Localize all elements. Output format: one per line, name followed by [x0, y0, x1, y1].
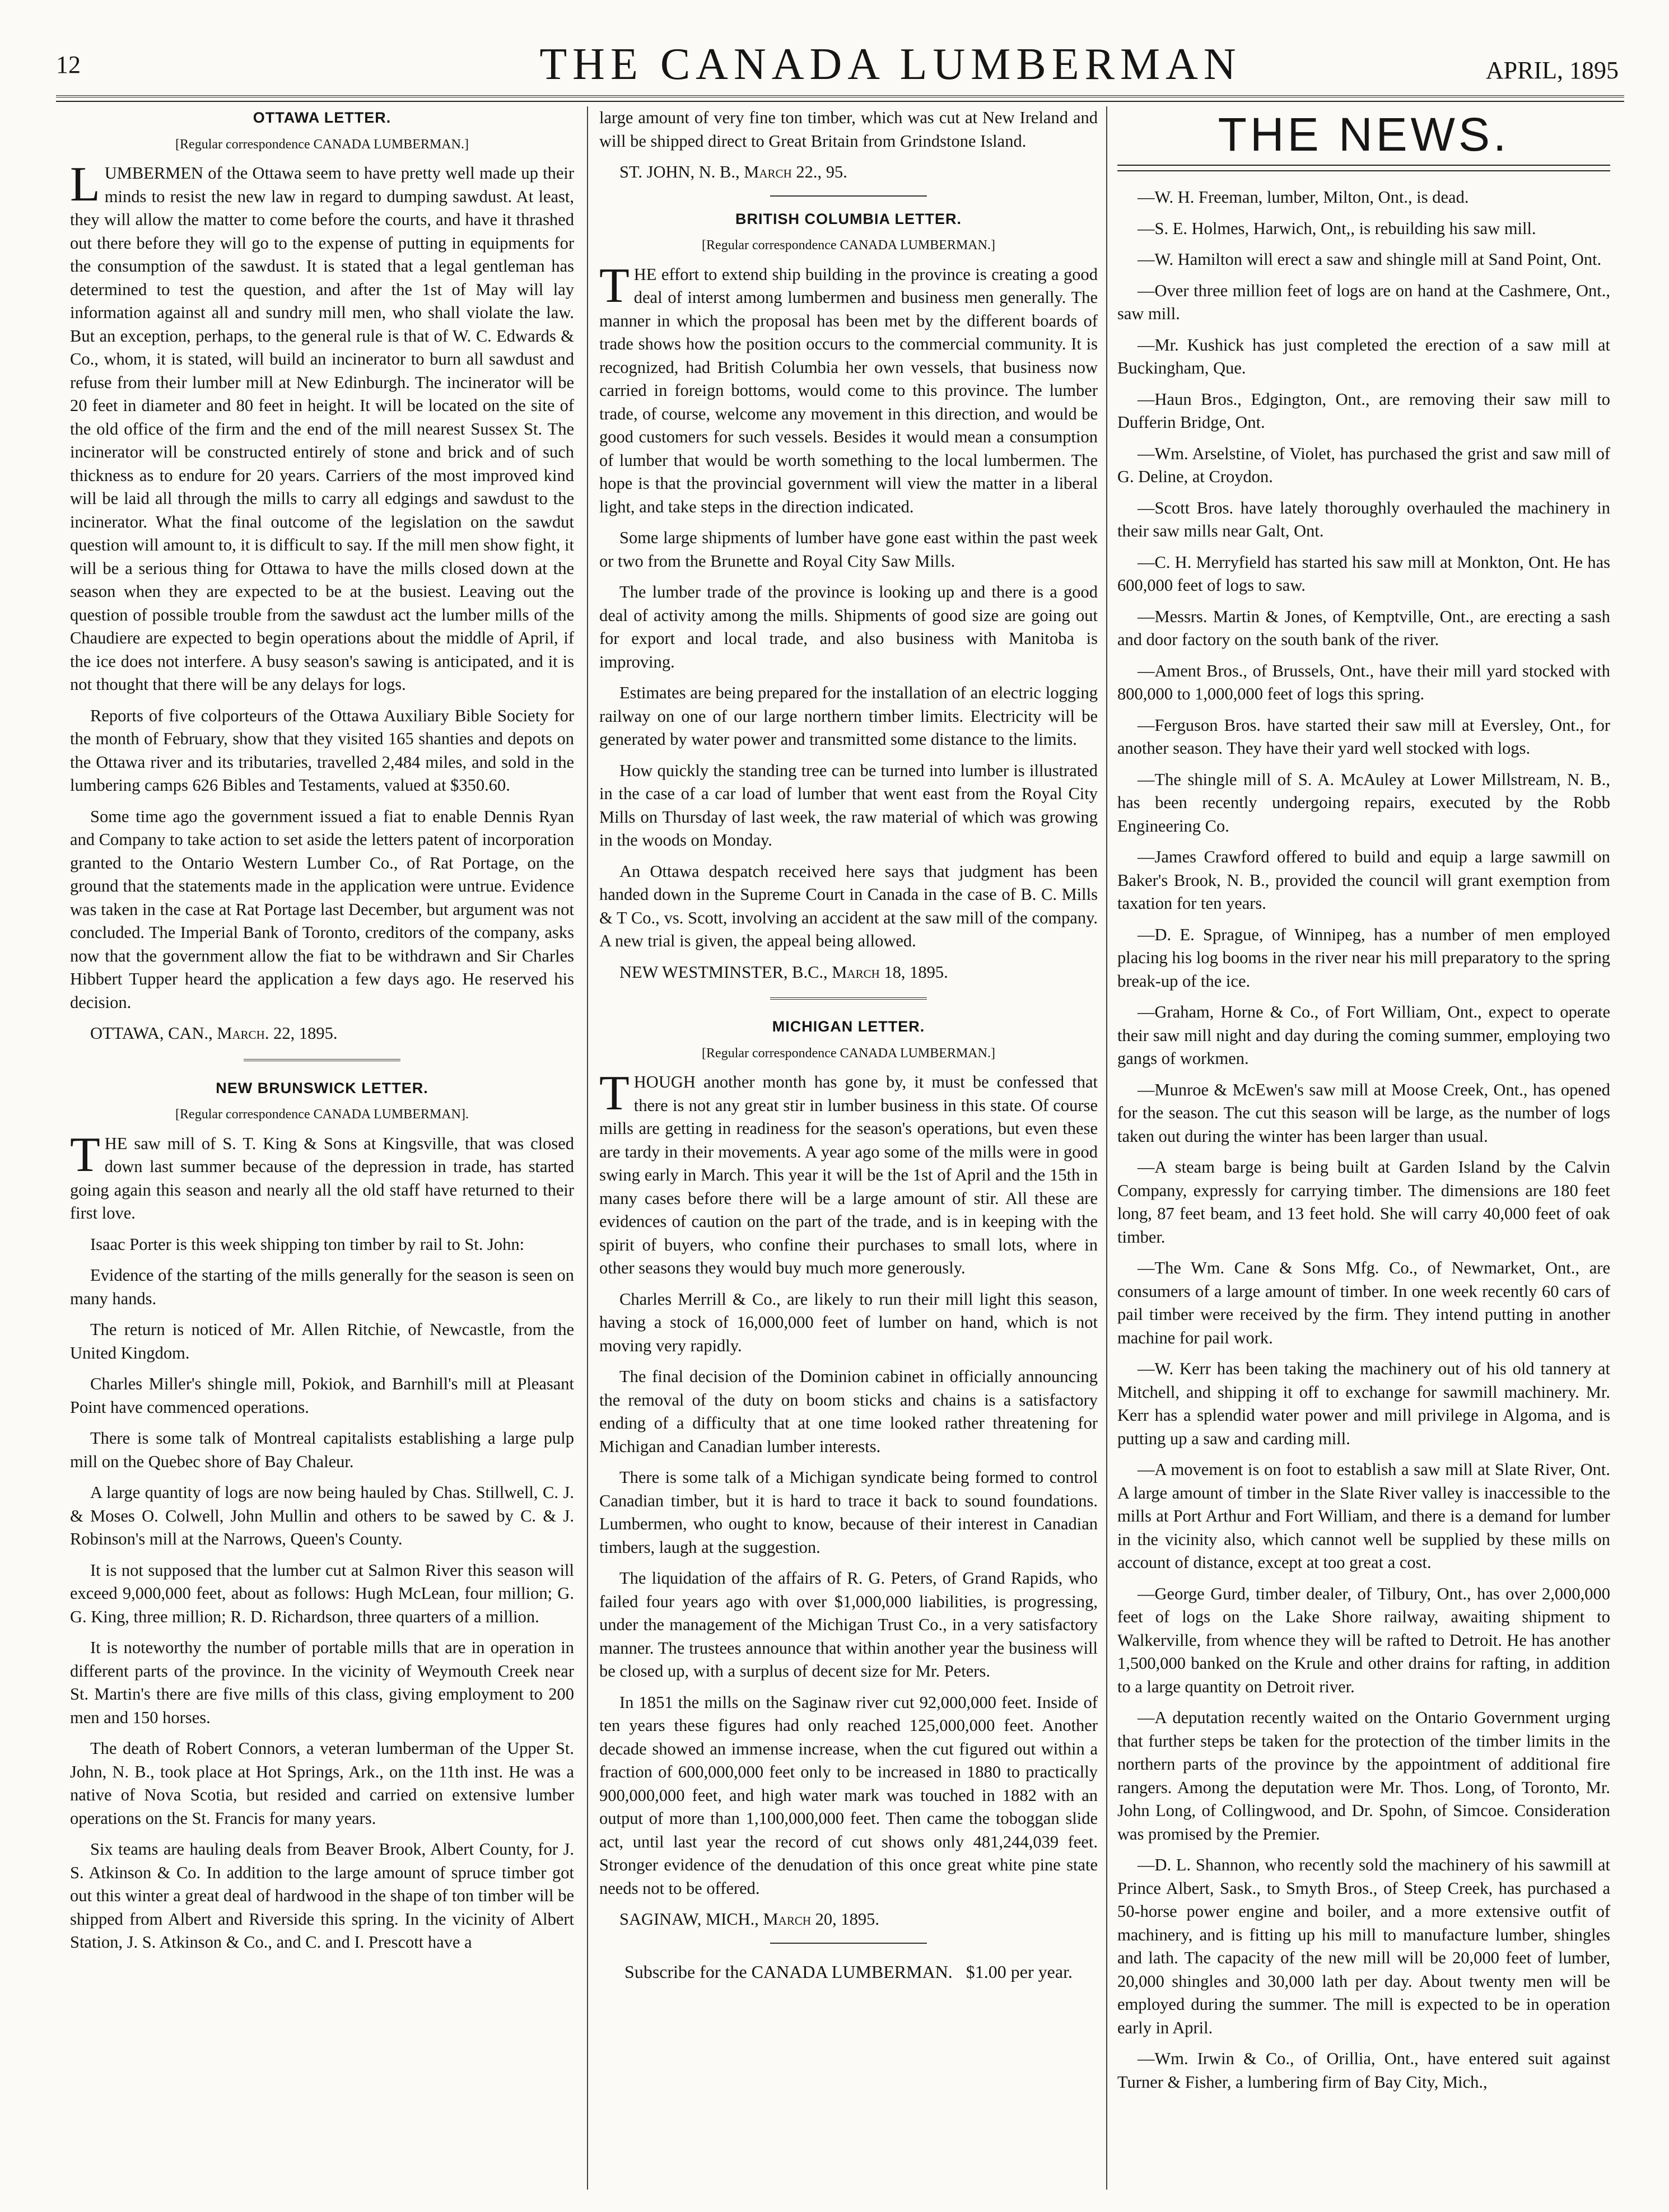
bc-paragraph: Estimates are being prepared for the installation of an electric logging railway on one of our large northern timber limits. Electricity will be generated by water power and transmitted some distance to the limits.: [599, 683, 1098, 749]
news-item: —James Crawford offered to build and equip a large sawmill on Baker's Brook, N. B., provided the council will grant exemption from taxation for ten years.: [1117, 847, 1610, 913]
ottawa-paragraph: Reports of five colporteurs of the Ottawa Auxiliary Bible Society for the month of February, show that they visited 165 shanties and depots on the Ottawa river and its tributaries, travelled 2,484 miles, and sold in the lumbering camps 626 Bibles and Testaments, valued at $350.60.: [70, 706, 574, 795]
news-item: —A movement is on foot to establish a saw mill at Slate River, Ont. A large amount of timber in the Slate River valley is inaccessible to the mills at Port Arthur and Fort William, and there is a demand for lumber in the vicinity also, which cannot well be supplied by these mills on account of distance, except at too great a cost.: [1117, 1460, 1610, 1572]
nb-signature: ST. JOHN, N. B., March 22., 95.: [619, 162, 847, 181]
subscribe-notice: Subscribe for the CANADA LUMBERMAN. $1.00 per year.: [624, 1961, 1073, 1982]
drop-cap: T: [599, 258, 630, 313]
nb-paragraph: There is some talk of Montreal capitalists establishing a large pulp mill on the Quebec shore of Bay Chaleur.: [70, 1429, 574, 1471]
bc-paragraph: The lumber trade of the province is looking up and there is a good deal of activity among the mills. Shipments of good size are going out for export and local trade, and also business with Manitoba is improving.: [599, 582, 1098, 671]
news-item: —Over three million feet of logs are on hand at the Cashmere, Ont., saw mill.: [1117, 281, 1610, 323]
column-divider: [1106, 106, 1107, 2190]
news-item: —C. H. Merryfield has started his saw mill at Monkton, Ont. He has 600,000 feet of logs to saw.: [1117, 552, 1610, 595]
column-1: [70, 106, 574, 1962]
news-item: —Haun Bros., Edgington, Ont., are removing their saw mill to Dufferin Bridge, Ont.: [1117, 389, 1610, 432]
news-item: —S. E. Holmes, Harwich, Ont,, is rebuilding his saw mill.: [1137, 218, 1536, 238]
news-item: —A deputation recently waited on the Ontario Government urging that further steps be taken for the protection of the timber limits in the northern parts of the province by the appointment of additional fire rangers. Among the deputation were Mr. Thos. Long, of Toronto, Mr. John Long, of Collingwood, and Dr. Spohn, of Simcoe. Consideration was promised by the Premier.: [1117, 1708, 1610, 1844]
bc-paragraph: How quickly the standing tree can be turned into lumber is illustrated in the case of a car load of lumber that went east from the Royal City Mills on Thursday of last week, the raw material of which was growing in the woods on Monday.: [599, 760, 1098, 850]
ottawa-letter-title: OTTAWA LETTER.: [253, 109, 391, 126]
michigan-letter-title: MICHIGAN LETTER.: [772, 1018, 925, 1035]
bc-paragraph: THE effort to extend ship building in the province is creating a good deal of interst among lumbermen and business men generally. The manner in which the proposal has been met by the different boards of trade shows how the position occurs to the commercial community. It is recognized, had British Columbia her own vessels, that business now carried in foreign bottoms, would come to this province. The lumber trade, of course, welcome any movement in this direction, and would be good customers for such vessels. Besides it would mean a consumption of lumber that would be worth something to the local lumbermen. The hope is that the provincial government will view the matter in a liberal light, and take steps in the direction indicated.: [599, 258, 1098, 516]
news-item: —Mr. Kushick has just completed the erection of a saw mill at Buckingham, Que.: [1117, 335, 1610, 377]
news-item: —Munroe & McEwen's saw mill at Moose Creek, Ont., has opened for the season. The cut this season will be large, as the number of logs taken out during the winter has been larger than usual.: [1117, 1080, 1610, 1146]
news-item: —W. Hamilton will erect a saw and shingle mill at Sand Point, Ont.: [1137, 250, 1602, 269]
news-item: —Graham, Horne & Co., of Fort William, Ont., expect to operate their saw mill night and day during the coming summer, employing two gangs of workmen.: [1117, 1002, 1610, 1068]
nb-paragraph: The death of Robert Connors, a veteran lumberman of the Upper St. John, N. B., took place at Hot Springs, Ark., on the 11th inst. He was a native of Nova Scotia, but resided and carried on extensive lumber operations on the St. Francis for many years.: [70, 1739, 574, 1828]
michigan-paragraph: THOUGH another month has gone by, it must be confessed that there is not any great stir in lumber business in this state. Of course mills are getting in readiness for the season's operations, but even these are tardy in their movements. A year ago some of the mills were in good swing early in March. This year it will be the 1st of April and the 15th in many cases before there will be a large amount of stir. All these are evidences of caution on the part of the trade, and is in keeping with the spirit of buyers, who confine their purchases to small lots, where in other seasons they would buy much more generously.: [599, 1066, 1098, 1277]
drop-cap: L: [70, 157, 100, 212]
drop-cap: T: [70, 1127, 100, 1182]
bc-signature: NEW WESTMINSTER, B.C., March 18, 1895.: [619, 962, 948, 982]
page-number: 12: [56, 51, 81, 78]
nb-paragraph: Isaac Porter is this week shipping ton timber by rail to St. John:: [90, 1234, 525, 1254]
nb-letter-subtitle: [Regular correspondence CANADA LUMBERMAN].: [175, 1107, 469, 1122]
nb-paragraph: Evidence of the starting of the mills generally for the season is seen on many hands.: [70, 1266, 574, 1308]
issue-date: APRIL, 1895: [1485, 57, 1619, 84]
ottawa-signature: OTTAWA, CAN., March. 22, 1895.: [90, 1024, 338, 1043]
nb-paragraph: A large quantity of logs are now being hauled by Chas. Stillwell, C. J. & Moses O. Colwell, John Mullin and others to be sawed by C. & J. Robinson's mill at the Narrows, Queen's County.: [70, 1483, 574, 1548]
news-heading-rule: [1117, 165, 1610, 171]
section-rule: [244, 1059, 400, 1063]
news-item: —D. L. Shannon, who recently sold the machinery of his sawmill at Prince Albert, Sask., to Smyth Bros., of Steep Creek, has purchased a 50-horse power engine and boiler, and a more extensive outfit of machinery, and is fitting up his mill to manufacture lumber, shingles and lath. The capacity of the new mill will be 20,000 feet of lumber, 20,000 shingles and 30,000 lath per day. About twenty men will be employed during the summer. The mill is expected to be in operation early in April.: [1117, 1855, 1610, 2037]
section-rule: [770, 1943, 927, 1944]
news-item: —D. E. Sprague, of Winnipeg, has a number of men employed placing his log booms in the river near his mill preparatory to the spring break-up of the ice.: [1117, 925, 1610, 991]
michigan-paragraph: Charles Merrill & Co., are likely to run their mill light this season, having a stock of 16,000,000 feet of lumber on hand, which is not moving very rapidly.: [599, 1289, 1098, 1355]
news-item: —The shingle mill of S. A. McAuley at Lower Millstream, N. B., has been recently undergoing repairs, executed by the Robb Engineering Co.: [1117, 769, 1610, 836]
nb-letter-title: NEW BRUNSWICK LETTER.: [216, 1079, 428, 1096]
nb-paragraph-continued: large amount of very fine ton timber, which was cut at New Ireland and will be shipped direct to Great Britain from Grindstone Island.: [599, 108, 1098, 151]
michigan-paragraph: The liquidation of the affairs of R. G. Peters, of Grand Rapids, who failed four years ago with over $1,000,000 liabilities, is progressing, under the management of the Michigan Trust Co., in a very satisfactory manner. The trustees announce that within another year the business will be closed up, with a surplus of decent size for Mr. Peters.: [599, 1569, 1098, 1681]
nb-paragraph: Six teams are hauling deals from Beaver Brook, Albert County, for J. S. Atkinson & Co. In addition to the large amount of spruce timber got out this winter a great deal of hardwood in the shape of ton timber will be shipped from Albert and Riverside this spring. In the vicinity of Albert Station, J. S. Atkinson & Co., and C. and I. Prescott have a: [70, 1840, 574, 1952]
news-item: —W. Kerr has been taking the machinery out of his old tannery at Mitchell, and shipping it off to exchange for sawmill machinery. Mr. Kerr has a splendid water power and mill privilege in Algoma, and is putting up a saw and carding mill.: [1117, 1359, 1610, 1448]
news-item: —Ament Bros., of Brussels, Ont., have their mill yard stocked with 800,000 to 1,000,000 feet of logs this spring.: [1117, 661, 1610, 703]
ottawa-paragraph: LUMBERMEN of the Ottawa seem to have pretty well made up their minds to resist the new law in regard to dumping sawdust. At least, they will allow the matter to come before the courts, and have it thrashed out there before they will go to the expense of putting in equipments for the consumption of the sawdust. It is stated that a legal gentleman has determined to test the question, and after the 1st of May will lay information against all and sundry mill men, who shall violate the law. But an exception, perhaps, to the general rule is that of W. C. Edwards & Co., whom, it is stated, will build an incinerator to burn all sawdust and refuse from their lumber mill at New Edinburgh. The incinerator will be 20 feet in diameter and 80 feet in height. It will be located on the site of the old office of the firm and the end of the mill nearest Sussex St. The incinerator will be constructed entirely of stone and brick and of such thickness as to endure for 20 years. Carriers of the most improved kind will be laid all through the mills to carry all edgings and sawdust to the incinerator. What the final outcome of the legislation on the sawdut question will amount to, it is difficult to say. If the mill men show fight, it will be a serious thing for Ottawa to have the mills closed down at the season when they are expected to be at the busiest. Leaving out the question of possible trouble from the sawdust act the lumber mills of the Chaudiere are expected to begin operations about the middle of April, if the ice does not interfere. A busy season's sawing is anticipated, and it is not thought that there will be any delays for logs.: [70, 157, 574, 694]
nb-paragraph: THE saw mill of S. T. King & Sons at Kingsville, that was closed down last summer because of the depression in trade, has started going again this season and nearly all the old staff have returned to their first love.: [70, 1127, 574, 1222]
nb-paragraph: The return is noticed of Mr. Allen Ritchie, of Newcastle, from the United Kingdom.: [70, 1320, 574, 1362]
news-item: —Wm. Arselstine, of Violet, has purchased the grist and saw mill of G. Deline, at Croydon.: [1117, 444, 1610, 486]
masthead: THE CANADA LUMBERMAN: [539, 40, 1242, 89]
news-item: —Messrs. Martin & Jones, of Kemptville, Ont., are erecting a sash and door factory on the south bank of the river.: [1117, 606, 1610, 649]
column-3: [1117, 106, 1610, 2102]
michigan-paragraph: There is some talk of a Michigan syndicate being formed to control Canadian timber, but it is hard to trace it back to sound foundations. Lumbermen, who ought to know, because of their interest in Canadian timbers, laugh at the suggestion.: [599, 1468, 1098, 1557]
news-item: —The Wm. Cane & Sons Mfg. Co., of Newmarket, Ont., are consumers of a large amount of timber. In one week recently 60 cars of pail timber were received by the firm. They intend putting in another machine for pail work.: [1117, 1258, 1610, 1347]
michigan-letter-subtitle: [Regular correspondence CANADA LUMBERMAN.]: [702, 1046, 995, 1061]
column-divider: [587, 106, 588, 2190]
michigan-signature: SAGINAW, MICH., March 20, 1895.: [619, 1910, 880, 1929]
news-heading: THE NEWS.: [1218, 108, 1510, 161]
news-item: —Ferguson Bros. have started their saw mill at Eversley, Ont., for another season. They have their yard well stocked with logs.: [1117, 715, 1610, 758]
bc-letter-subtitle: [Regular correspondence CANADA LUMBERMAN.]: [702, 238, 995, 253]
masthead-rule: [56, 95, 1624, 102]
column-2: [599, 106, 1098, 1984]
ottawa-paragraph: Some time ago the government issued a fiat to enable Dennis Ryan and Company to take action to set aside the letters patent of incorporation granted to the Ontario Western Lumber Co., of Rat Portage, on the ground that the statements made in the application were untrue. Evidence was taken in the case at Rat Portage last December, but argument was not concluded. The Imperial Bank of Toronto, creditors of the company, asks now that the government allow the fiat to be withdrawn and Sir Charles Hibbert Tupper heard the application a few days ago. He reserved his decision.: [70, 806, 574, 1012]
news-item: —George Gurd, timber dealer, of Tilbury, Ont., has over 2,000,000 feet of logs on the Lake Shore railway, awaiting shipment to Walkerville, from whence they will be rafted to Detroit. He has another 1,500,000 banked on the Krule and other drains for rafting, in addition to a large quantity on Detroit river.: [1117, 1584, 1610, 1696]
section-rule: [770, 997, 927, 1002]
michigan-paragraph: In 1851 the mills on the Saginaw river cut 92,000,000 feet. Inside of ten years these figures had only reached 125,000,000 feet. Another decade showed an immense increase, when the cut figured out within a fraction of 600,000,000 feet only to be increased in 1880 to practically 900,000,000 feet, and high water mark was touched in 1882 with an output of more than 1,100,000,000 feet. Then came the toboggan slide act, until last year the record of cut shows only 481,244,039 feet. Stronger evidence of the denudation of this once great white pine state needs not to be offered.: [599, 1692, 1098, 1898]
bc-paragraph: An Ottawa despatch received here says that judgment has been handed down in the Supreme Court in Canada in the case of B. C. Mills & T Co., vs. Scott, involving an accident at the saw mill of the company. A new trial is given, the appeal being allowed.: [599, 861, 1098, 950]
bc-paragraph: Some large shipments of lumber have gone east within the past week or two from the Brunette and Royal City Saw Mills.: [599, 528, 1098, 571]
ottawa-letter-subtitle: [Regular correspondence CANADA LUMBERMAN.]: [175, 137, 469, 152]
news-list: [1117, 186, 1610, 2094]
news-item: —Scott Bros. have lately thoroughly overhauled the machinery in their saw mills near Galt, Ont.: [1117, 498, 1610, 540]
nb-paragraph: Charles Miller's shingle mill, Pokiok, and Barnhill's mill at Pleasant Point have commenced operations.: [70, 1374, 574, 1417]
nb-paragraph: It is noteworthy the number of portable mills that are in operation in different parts of the province. In the vicinity of Weymouth Creek near St. Martin's there are five mills of this class, giving employment to 200 men and 150 horses.: [70, 1638, 574, 1727]
drop-cap: T: [599, 1066, 630, 1121]
michigan-paragraph: The final decision of the Dominion cabinet in officially announcing the removal of the duty on boom sticks and chains is a satisfactory ending of a difficulty that at one time looked rather threatening for Michigan and Canadian lumber interests.: [599, 1367, 1098, 1456]
nb-paragraph: It is not supposed that the lumber cut at Salmon River this season will exceed 9,000,000 feet, about as follows: Hugh McLean, four million; G. G. King, three million; R. D. Richardson, three quarters of a million.: [70, 1560, 574, 1626]
news-item: —W. H. Freeman, lumber, Milton, Ont., is dead.: [1137, 188, 1469, 207]
section-rule: [770, 195, 927, 197]
bc-letter-title: BRITISH COLUMBIA LETTER.: [735, 210, 962, 227]
news-item: —A steam barge is being built at Garden Island by the Calvin Company, expressly for carrying timber. The dimensions are 180 feet long, 87 feet beam, and 13 feet hold. She will carry 40,000 feet of oak timber.: [1117, 1158, 1610, 1247]
news-item: —Wm. Irwin & Co., of Orillia, Ont., have entered suit against Turner & Fisher, a lumbering firm of Bay City, Mich.,: [1117, 2049, 1610, 2092]
